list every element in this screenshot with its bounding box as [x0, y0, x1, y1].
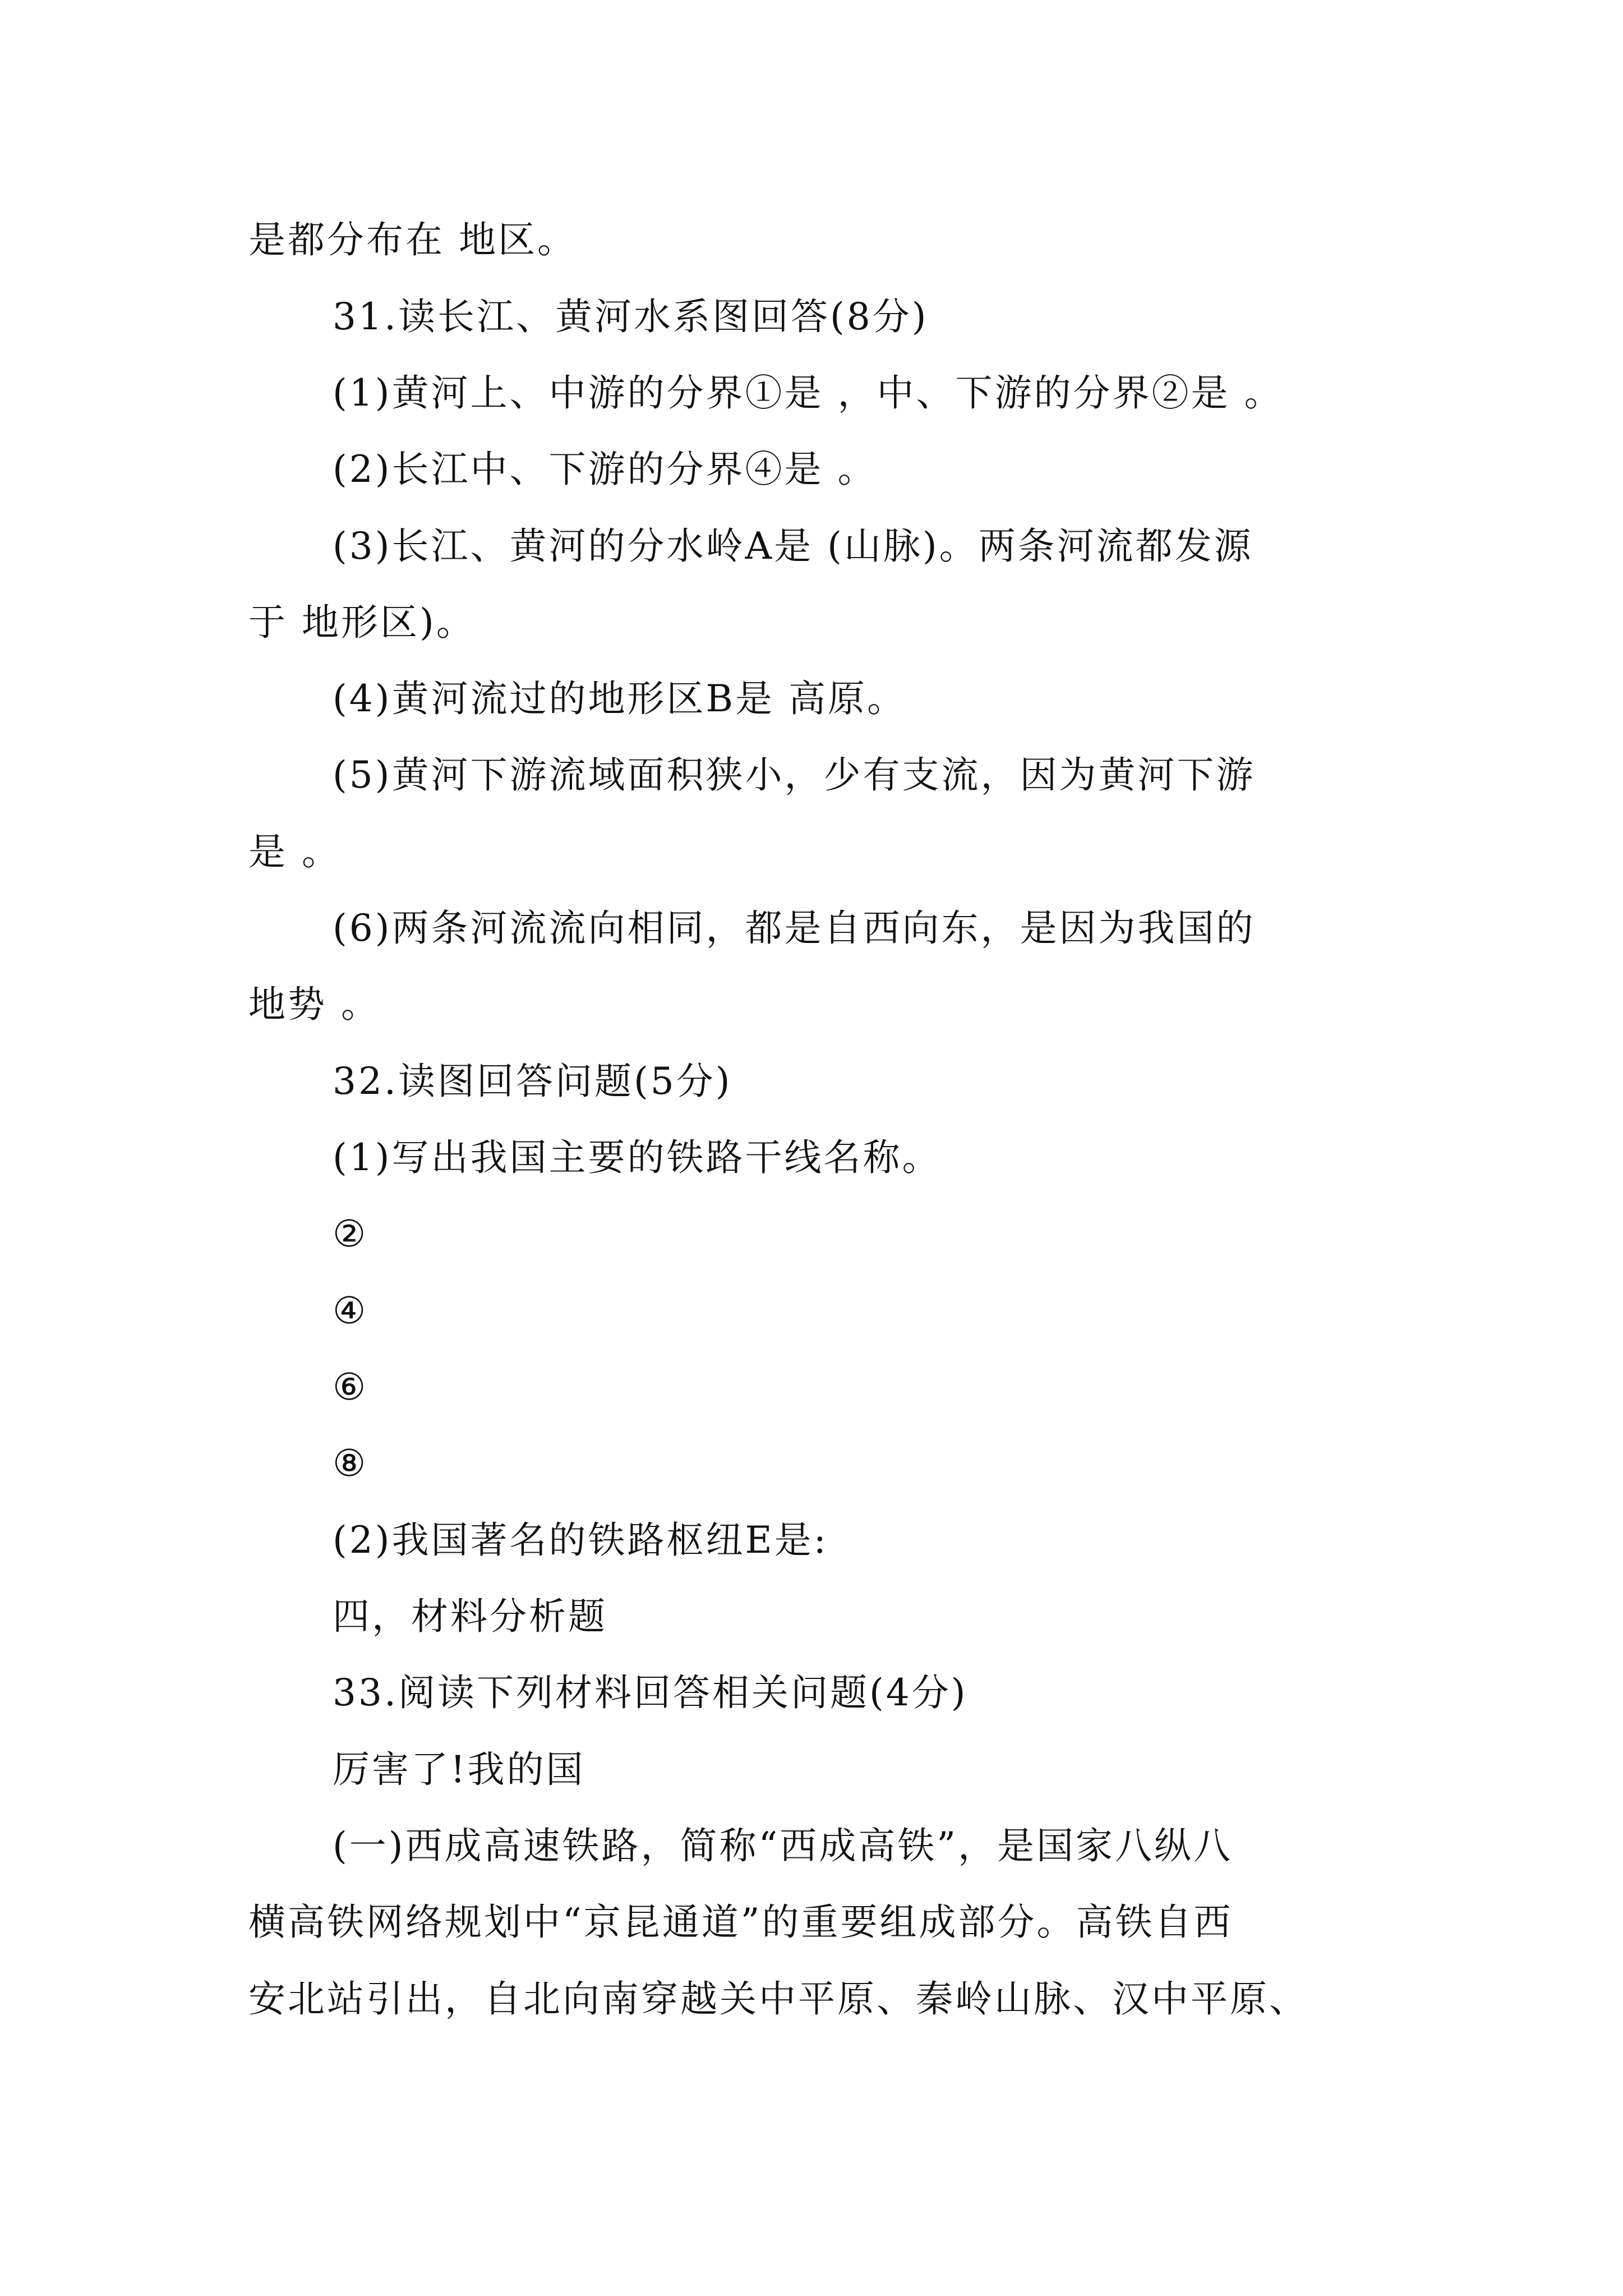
question-31-part-4: (4)黄河流过的地形区B是 高原。 [333, 677, 906, 720]
railway-item-8: ⑧ [333, 1442, 368, 1485]
section-4-heading: 四，材料分析题 [333, 1595, 607, 1638]
railway-item-4: ④ [333, 1289, 368, 1332]
question-32-heading: 32.读图回答问题(5分) [333, 1060, 732, 1103]
question-32-part-2: (2)我国著名的铁路枢纽E是: [333, 1519, 828, 1562]
question-31-part-3: (3)长江、黄河的分水岭A是 (山脉)。两条河流都发源 [333, 524, 1253, 568]
question-31-part-6-cont: 地势 。 [248, 983, 380, 1026]
material-paragraph-line-3: 安北站引出，自北向南穿越关中平原、秦岭山脉、汉中平原、 [248, 1977, 1308, 2021]
material-title: 厉害了!我的国 [333, 1748, 585, 1791]
question-32-part-1: (1)写出我国主要的铁路干线名称。 [333, 1136, 942, 1179]
question-31-part-3-cont: 于 地形区)。 [248, 601, 476, 644]
question-31-heading: 31.读长江、黄河水系图回答(8分) [333, 295, 929, 338]
question-33-heading: 33.阅读下列材料回答相关问题(4分) [333, 1671, 968, 1714]
material-paragraph-line-2: 横高铁网络规划中“京昆通道”的重要组成部分。高铁自西 [248, 1901, 1233, 1944]
railway-item-2: ② [333, 1212, 368, 1255]
text-line-1: 是都分布在 地区。 [248, 218, 577, 261]
railway-item-6: ⑥ [333, 1365, 368, 1409]
material-paragraph-line-1: (一)西成高速铁路，简称“西成高铁”，是国家八纵八 [333, 1824, 1233, 1867]
question-31-part-5: (5)黄河下游流域面积狭小，少有支流，因为黄河下游 [333, 753, 1256, 797]
question-31-part-5-cont: 是 。 [248, 830, 341, 873]
question-31-part-2: (2)长江中、下游的分界④是 。 [333, 448, 877, 491]
question-31-part-1: (1)黄河上、中游的分界①是 ，中、下游的分界②是 。 [333, 371, 1284, 415]
question-31-part-6: (6)两条河流流向相同，都是自西向东，是因为我国的 [333, 907, 1256, 950]
